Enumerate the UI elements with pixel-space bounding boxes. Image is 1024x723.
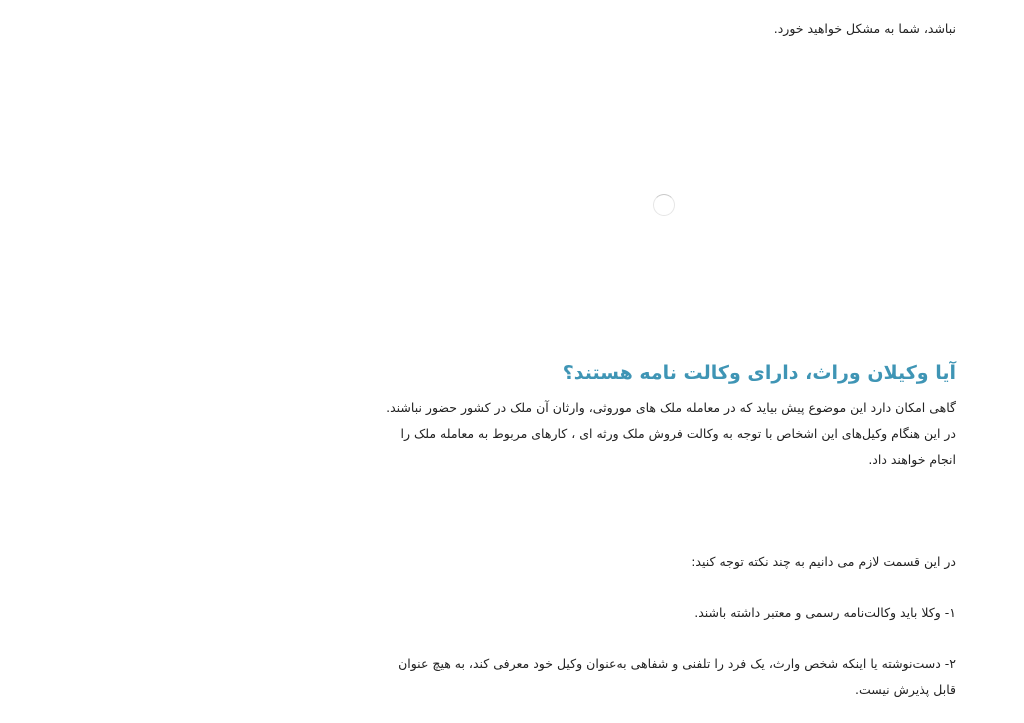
section-heading: آیا وکیلان وراث، دارای وکالت نامه هستند؟: [562, 362, 956, 384]
note-intro: در این قسمت لازم می دانیم به چند نکته توجه کنید:: [691, 554, 956, 569]
intro-text-tail: نباشد، شما به مشکل خواهید خورد.: [773, 21, 956, 36]
spinner-icon: [653, 194, 675, 216]
article-body: [376, 0, 956, 697]
paragraph-1: گاهی امکان دارد این موضوع پیش بیاید که در معامله ملک های موروثی، وارثان آن ملک در کشور حضور نباشند. در این هنگام وکیل‌های این اشخاص با توجه به وکالت فروش ملک ورثه ای ، کارهای مربوط به معامله ملک را انجام خواهند داد.: [386, 400, 956, 467]
list-item-1: ۱- وکلا باید وکالت‌نامه رسمی و معتبر داشته باشند.: [694, 605, 956, 620]
list-item-2: ۲- دست‌نوشته یا اینکه شخص وارث، یک فرد را تلفنی و شفاهی به‌عنوان وکیل خود معرفی کند، به هیچ عنوان قابل پذیرش نیست.: [398, 656, 956, 697]
media-placeholder: [653, 194, 677, 218]
